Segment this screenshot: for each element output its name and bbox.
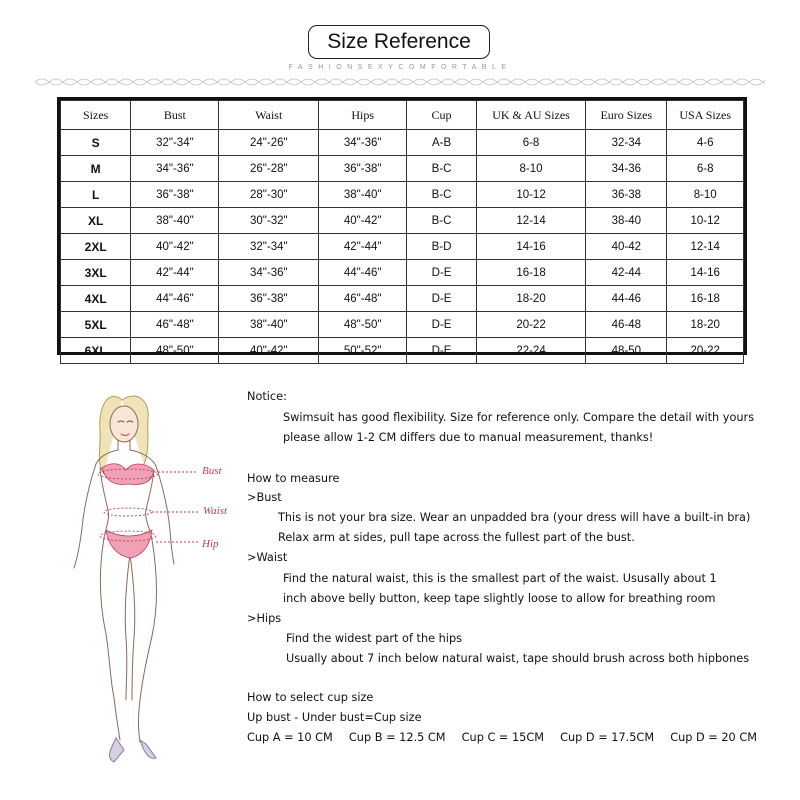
table-cell: 44-46: [586, 286, 667, 312]
table-cell: 40-42: [586, 234, 667, 260]
table-cell: 38"-40": [131, 208, 219, 234]
table-cell: 10-12: [476, 182, 585, 208]
table-cell: 14-16: [667, 260, 744, 286]
table-row: [61, 130, 744, 156]
table-cell: 24"-26": [219, 130, 319, 156]
table-cell: 34"-36": [219, 260, 319, 286]
table-cell: 42"-44": [319, 234, 407, 260]
page-title: [308, 25, 490, 59]
table-cell: 38"-40": [319, 182, 407, 208]
column-header: Hips: [319, 101, 407, 130]
table-cell: 38"-40": [219, 312, 319, 338]
hips-heading: >Hips: [247, 612, 282, 625]
size-cell: 6XL: [61, 338, 131, 364]
table-row: [61, 182, 744, 208]
table-row: [61, 312, 744, 338]
table-cell: 36-38: [586, 182, 667, 208]
column-header: UK & AU Sizes: [476, 101, 585, 130]
table-cell: 8-10: [667, 182, 744, 208]
table-cell: 18-20: [476, 286, 585, 312]
table-cell: 48-50: [586, 338, 667, 364]
table-row: [61, 208, 744, 234]
table-row: [61, 286, 744, 312]
table-cell: 4-6: [667, 130, 744, 156]
table-cell: 26"-28": [219, 156, 319, 182]
column-header: Cup: [407, 101, 477, 130]
table-cell: 46-48: [586, 312, 667, 338]
table-cell: B-C: [407, 208, 477, 234]
column-header: Sizes: [61, 101, 131, 130]
table-cell: B-C: [407, 182, 477, 208]
cup-size-item: Cup D = 17.5CM: [560, 731, 655, 744]
table-cell: 48"-50": [131, 338, 219, 364]
cup-size-item: Cup A = 10 CM: [247, 731, 333, 744]
table-row: [61, 338, 744, 364]
waist-heading: >Waist: [247, 551, 288, 564]
cup-size-item: Cup C = 15CM: [461, 731, 544, 744]
table-cell: 34"-36": [131, 156, 219, 182]
table-cell: 6-8: [476, 130, 585, 156]
size-cell: L: [61, 182, 131, 208]
waist-label: Waist: [203, 505, 228, 517]
table-cell: D-E: [407, 338, 477, 364]
column-header: Bust: [131, 101, 219, 130]
size-cell: 5XL: [61, 312, 131, 338]
table-cell: 44"-46": [319, 260, 407, 286]
size-cell: XL: [61, 208, 131, 234]
size-cell: 4XL: [61, 286, 131, 312]
table-cell: 16-18: [667, 286, 744, 312]
wave-divider: [35, 74, 765, 90]
table-cell: 50"-52": [319, 338, 407, 364]
table-cell: 16-18: [476, 260, 585, 286]
hip-label: Hip: [202, 538, 219, 550]
size-cell: S: [61, 130, 131, 156]
table-cell: 12-14: [476, 208, 585, 234]
table-body: [61, 130, 744, 364]
column-header: USA Sizes: [667, 101, 744, 130]
table-cell: 6-8: [667, 156, 744, 182]
table-cell: 44"-46": [131, 286, 219, 312]
tagline: FASHIONSEXYCOMFORTABLE: [288, 64, 512, 71]
bust-heading: >Bust: [247, 491, 282, 504]
table-cell: A-B: [407, 130, 477, 156]
hips-line-1: Find the widest part of the hips: [286, 632, 462, 645]
table-row: [61, 156, 744, 182]
table-cell: 42-44: [586, 260, 667, 286]
notice-heading: Notice:: [247, 390, 287, 403]
size-cell: 2XL: [61, 234, 131, 260]
table-cell: B-D: [407, 234, 477, 260]
bust-line-1: This is not your bra size. Wear an unpadded bra (your dress will have a built-in bra): [278, 511, 751, 524]
table-cell: 32"-34": [131, 130, 219, 156]
size-table: [57, 97, 747, 358]
table-cell: D-E: [407, 286, 477, 312]
size-cell: M: [61, 156, 131, 182]
table-cell: 36"-38": [319, 156, 407, 182]
cup-formula: Up bust - Under bust=Cup size: [247, 711, 422, 724]
size-cell: 3XL: [61, 260, 131, 286]
column-header: Euro Sizes: [586, 101, 667, 130]
table-cell: D-E: [407, 312, 477, 338]
table-cell: 40"-42": [319, 208, 407, 234]
table-cell: 14-16: [476, 234, 585, 260]
table-cell: 34"-36": [319, 130, 407, 156]
table-cell: 42"-44": [131, 260, 219, 286]
notice-line-1: Swimsuit has good flexibility. Size for reference only. Compare the detail with yours: [283, 411, 755, 424]
table-row: [61, 260, 744, 286]
page-title-text: Size Reference: [327, 30, 471, 53]
table-cell: 22-24: [476, 338, 585, 364]
figure-body: [74, 396, 174, 762]
table-cell: 10-12: [667, 208, 744, 234]
table-cell: 36"-38": [219, 286, 319, 312]
cup-size-row: [247, 731, 757, 744]
bust-line-2: Relax arm at sides, pull tape across the fullest part of the bust.: [278, 531, 635, 544]
notice-line-2: please allow 1-2 CM differs due to manual measurement, thanks!: [283, 431, 654, 444]
table-cell: 32-34: [586, 130, 667, 156]
table-cell: 12-14: [667, 234, 744, 260]
table-cell: 30"-32": [219, 208, 319, 234]
table-cell: 32"-34": [219, 234, 319, 260]
cup-heading: How to select cup size: [247, 691, 374, 704]
table-cell: 46"-48": [319, 286, 407, 312]
table-header-row: [61, 101, 744, 130]
table-row: [61, 234, 744, 260]
waist-line-2: inch above belly button, keep tape slightly loose to allow for breathing room: [283, 592, 716, 605]
body-measurement-illustration: [60, 378, 240, 773]
table-cell: 48"-50": [319, 312, 407, 338]
cup-size-item: Cup B = 12.5 CM: [348, 731, 446, 744]
waist-line-1: Find the natural waist, this is the smallest part of the waist. Ususally about 1: [283, 572, 717, 585]
how-to-measure-heading: How to measure: [247, 472, 340, 485]
table-cell: 40"-42": [131, 234, 219, 260]
table-cell: 8-10: [476, 156, 585, 182]
table-cell: 34-36: [586, 156, 667, 182]
table-cell: 40"-42": [219, 338, 319, 364]
table-cell: B-C: [407, 156, 477, 182]
bust-label: Bust: [202, 465, 222, 477]
table-cell: 38-40: [586, 208, 667, 234]
column-header: Waist: [219, 101, 319, 130]
size-chart-table: [60, 100, 744, 364]
table-cell: 46"-48": [131, 312, 219, 338]
cup-size-item: Cup D = 20 CM: [670, 731, 757, 744]
table-cell: 18-20: [667, 312, 744, 338]
hips-line-2: Usually about 7 inch below natural waist, tape should brush across both hipbones: [286, 652, 750, 665]
table-cell: 20-22: [476, 312, 585, 338]
table-cell: D-E: [407, 260, 477, 286]
table-cell: 28"-30": [219, 182, 319, 208]
table-cell: 36"-38": [131, 182, 219, 208]
table-cell: 20-22: [667, 338, 744, 364]
